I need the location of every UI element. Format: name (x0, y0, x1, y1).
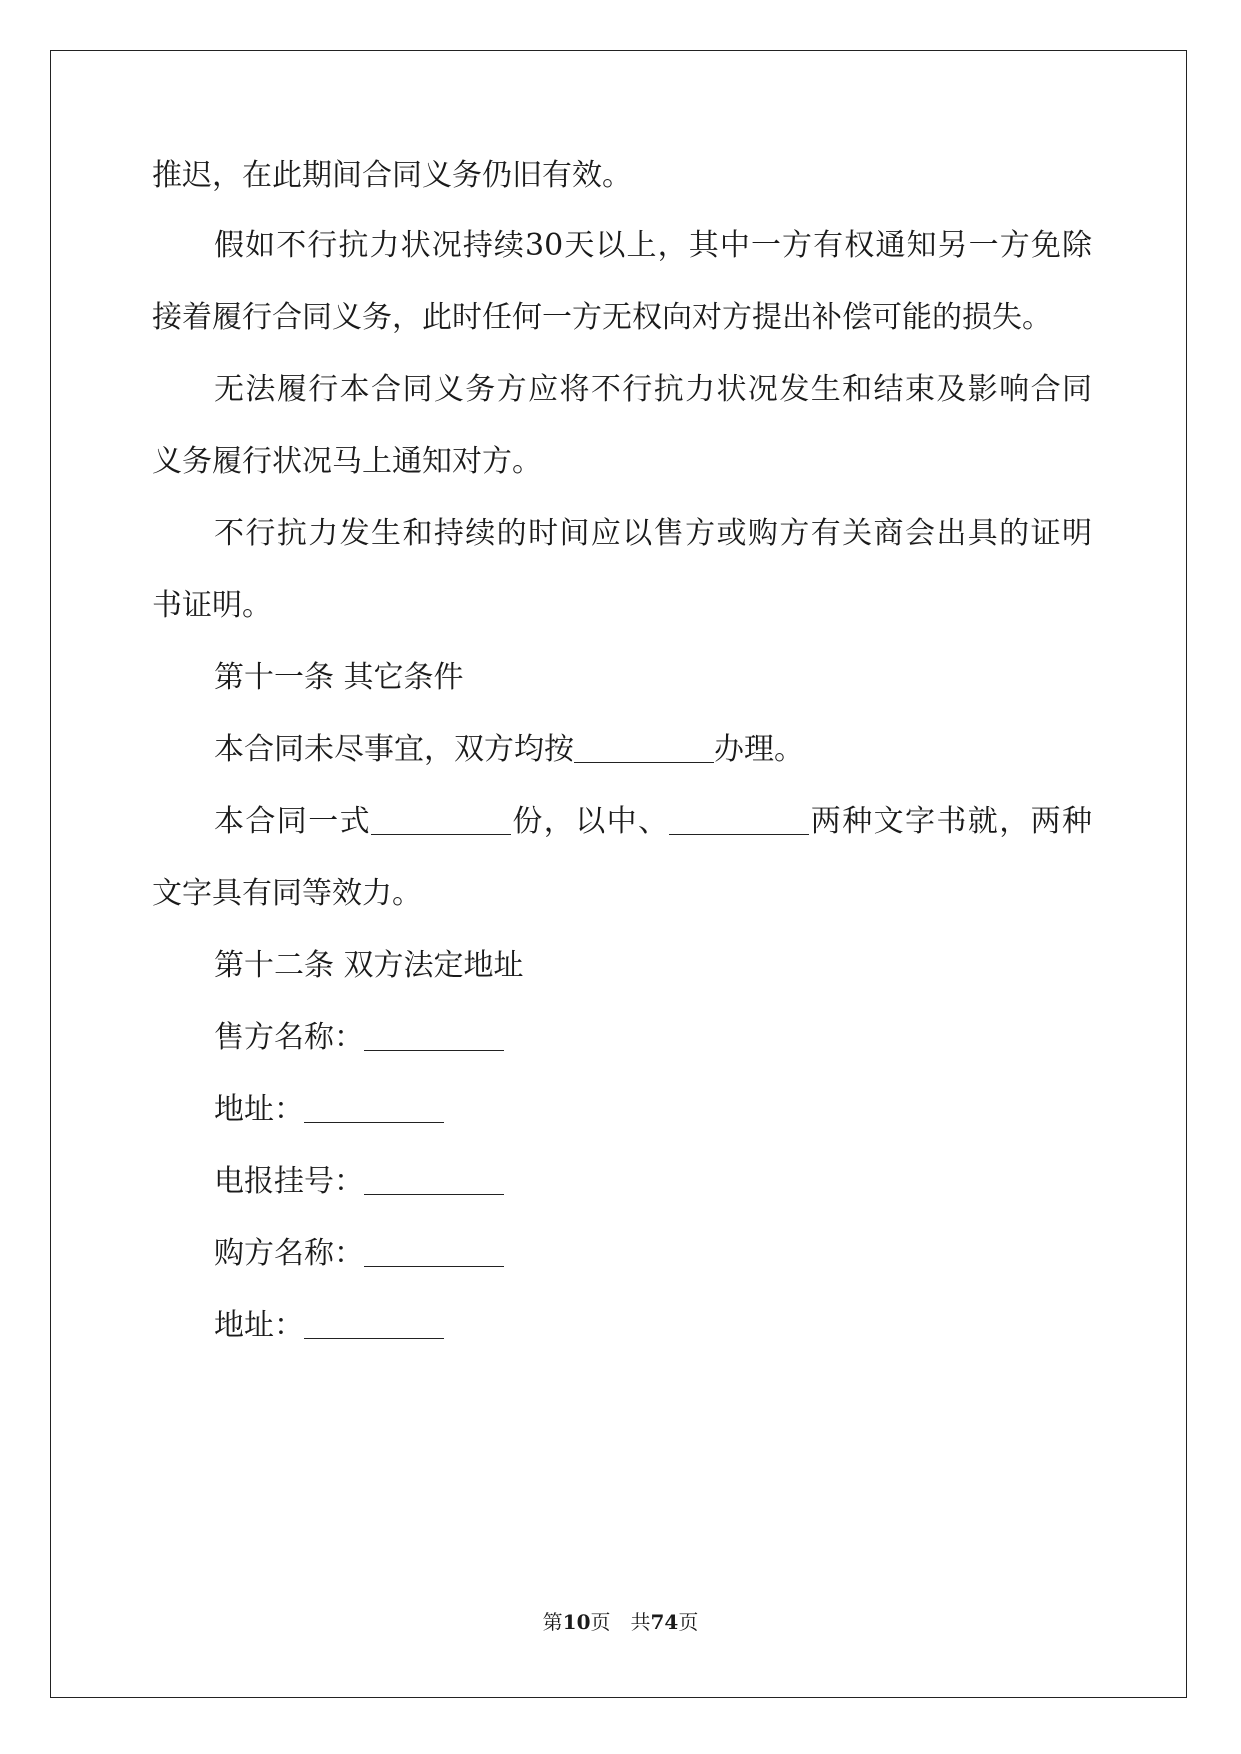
text-segment: 办理。 (714, 732, 804, 767)
field-label: 电报挂号： (214, 1164, 364, 1199)
page-footer (0, 1608, 1241, 1636)
paragraph-line (214, 728, 1092, 772)
field-label: 购方名称： (214, 1236, 364, 1271)
total-page-count: 74 (650, 1610, 679, 1634)
telegram-field (214, 1160, 1092, 1204)
text-segment: 份，以中、 (511, 804, 670, 839)
current-page-number: 10 (562, 1610, 591, 1634)
field-label: 地址： (214, 1308, 304, 1343)
article-12-heading: 第十二条 双方法定地址 (214, 948, 524, 983)
fill-in-blank (371, 804, 511, 835)
text-segment: 本合同一式 (214, 804, 371, 839)
footer-text: 第 (542, 1610, 563, 1634)
fill-in-blank (364, 1020, 504, 1051)
footer-text: 页 (678, 1610, 699, 1634)
paragraph-line: 无法履行本合同义务方应将不行抗力状况发生和结束及影响合同 (214, 372, 1092, 407)
fill-in-blank (669, 804, 809, 835)
field-label: 售方名称： (214, 1020, 364, 1055)
paragraph-line: 接着履行合同义务，此时任何一方无权向对方提出补偿可能的损失。 (152, 300, 1052, 335)
footer-text: 页 共 (590, 1610, 651, 1634)
buyer-name-field (214, 1232, 1092, 1276)
fill-in-blank (304, 1092, 444, 1123)
paragraph-line: 书证明。 (152, 588, 272, 623)
seller-name-field (214, 1016, 1092, 1060)
fill-in-blank (364, 1164, 504, 1195)
paragraph-line: 假如不行抗力状况持续30天以上，其中一方有权通知另一方免除 (214, 228, 1092, 263)
seller-address-field (214, 1088, 1092, 1132)
paragraph-line: 文字具有同等效力。 (152, 876, 422, 911)
fill-in-blank (574, 732, 714, 763)
text-segment: 本合同未尽事宜，双方均按 (214, 732, 574, 767)
article-11-heading: 第十一条 其它条件 (214, 660, 464, 695)
field-label: 地址： (214, 1092, 304, 1127)
paragraph-line: 推迟，在此期间合同义务仍旧有效。 (152, 158, 632, 193)
paragraph-line: 义务履行状况马上通知对方。 (152, 444, 542, 479)
paragraph-line (214, 800, 1092, 844)
buyer-address-field (214, 1304, 1092, 1348)
text-segment: 两种文字书就，两种 (809, 804, 1093, 839)
fill-in-blank (364, 1236, 504, 1267)
paragraph-line: 不行抗力发生和持续的时间应以售方或购方有关商会出具的证明 (214, 516, 1092, 551)
fill-in-blank (304, 1308, 444, 1339)
